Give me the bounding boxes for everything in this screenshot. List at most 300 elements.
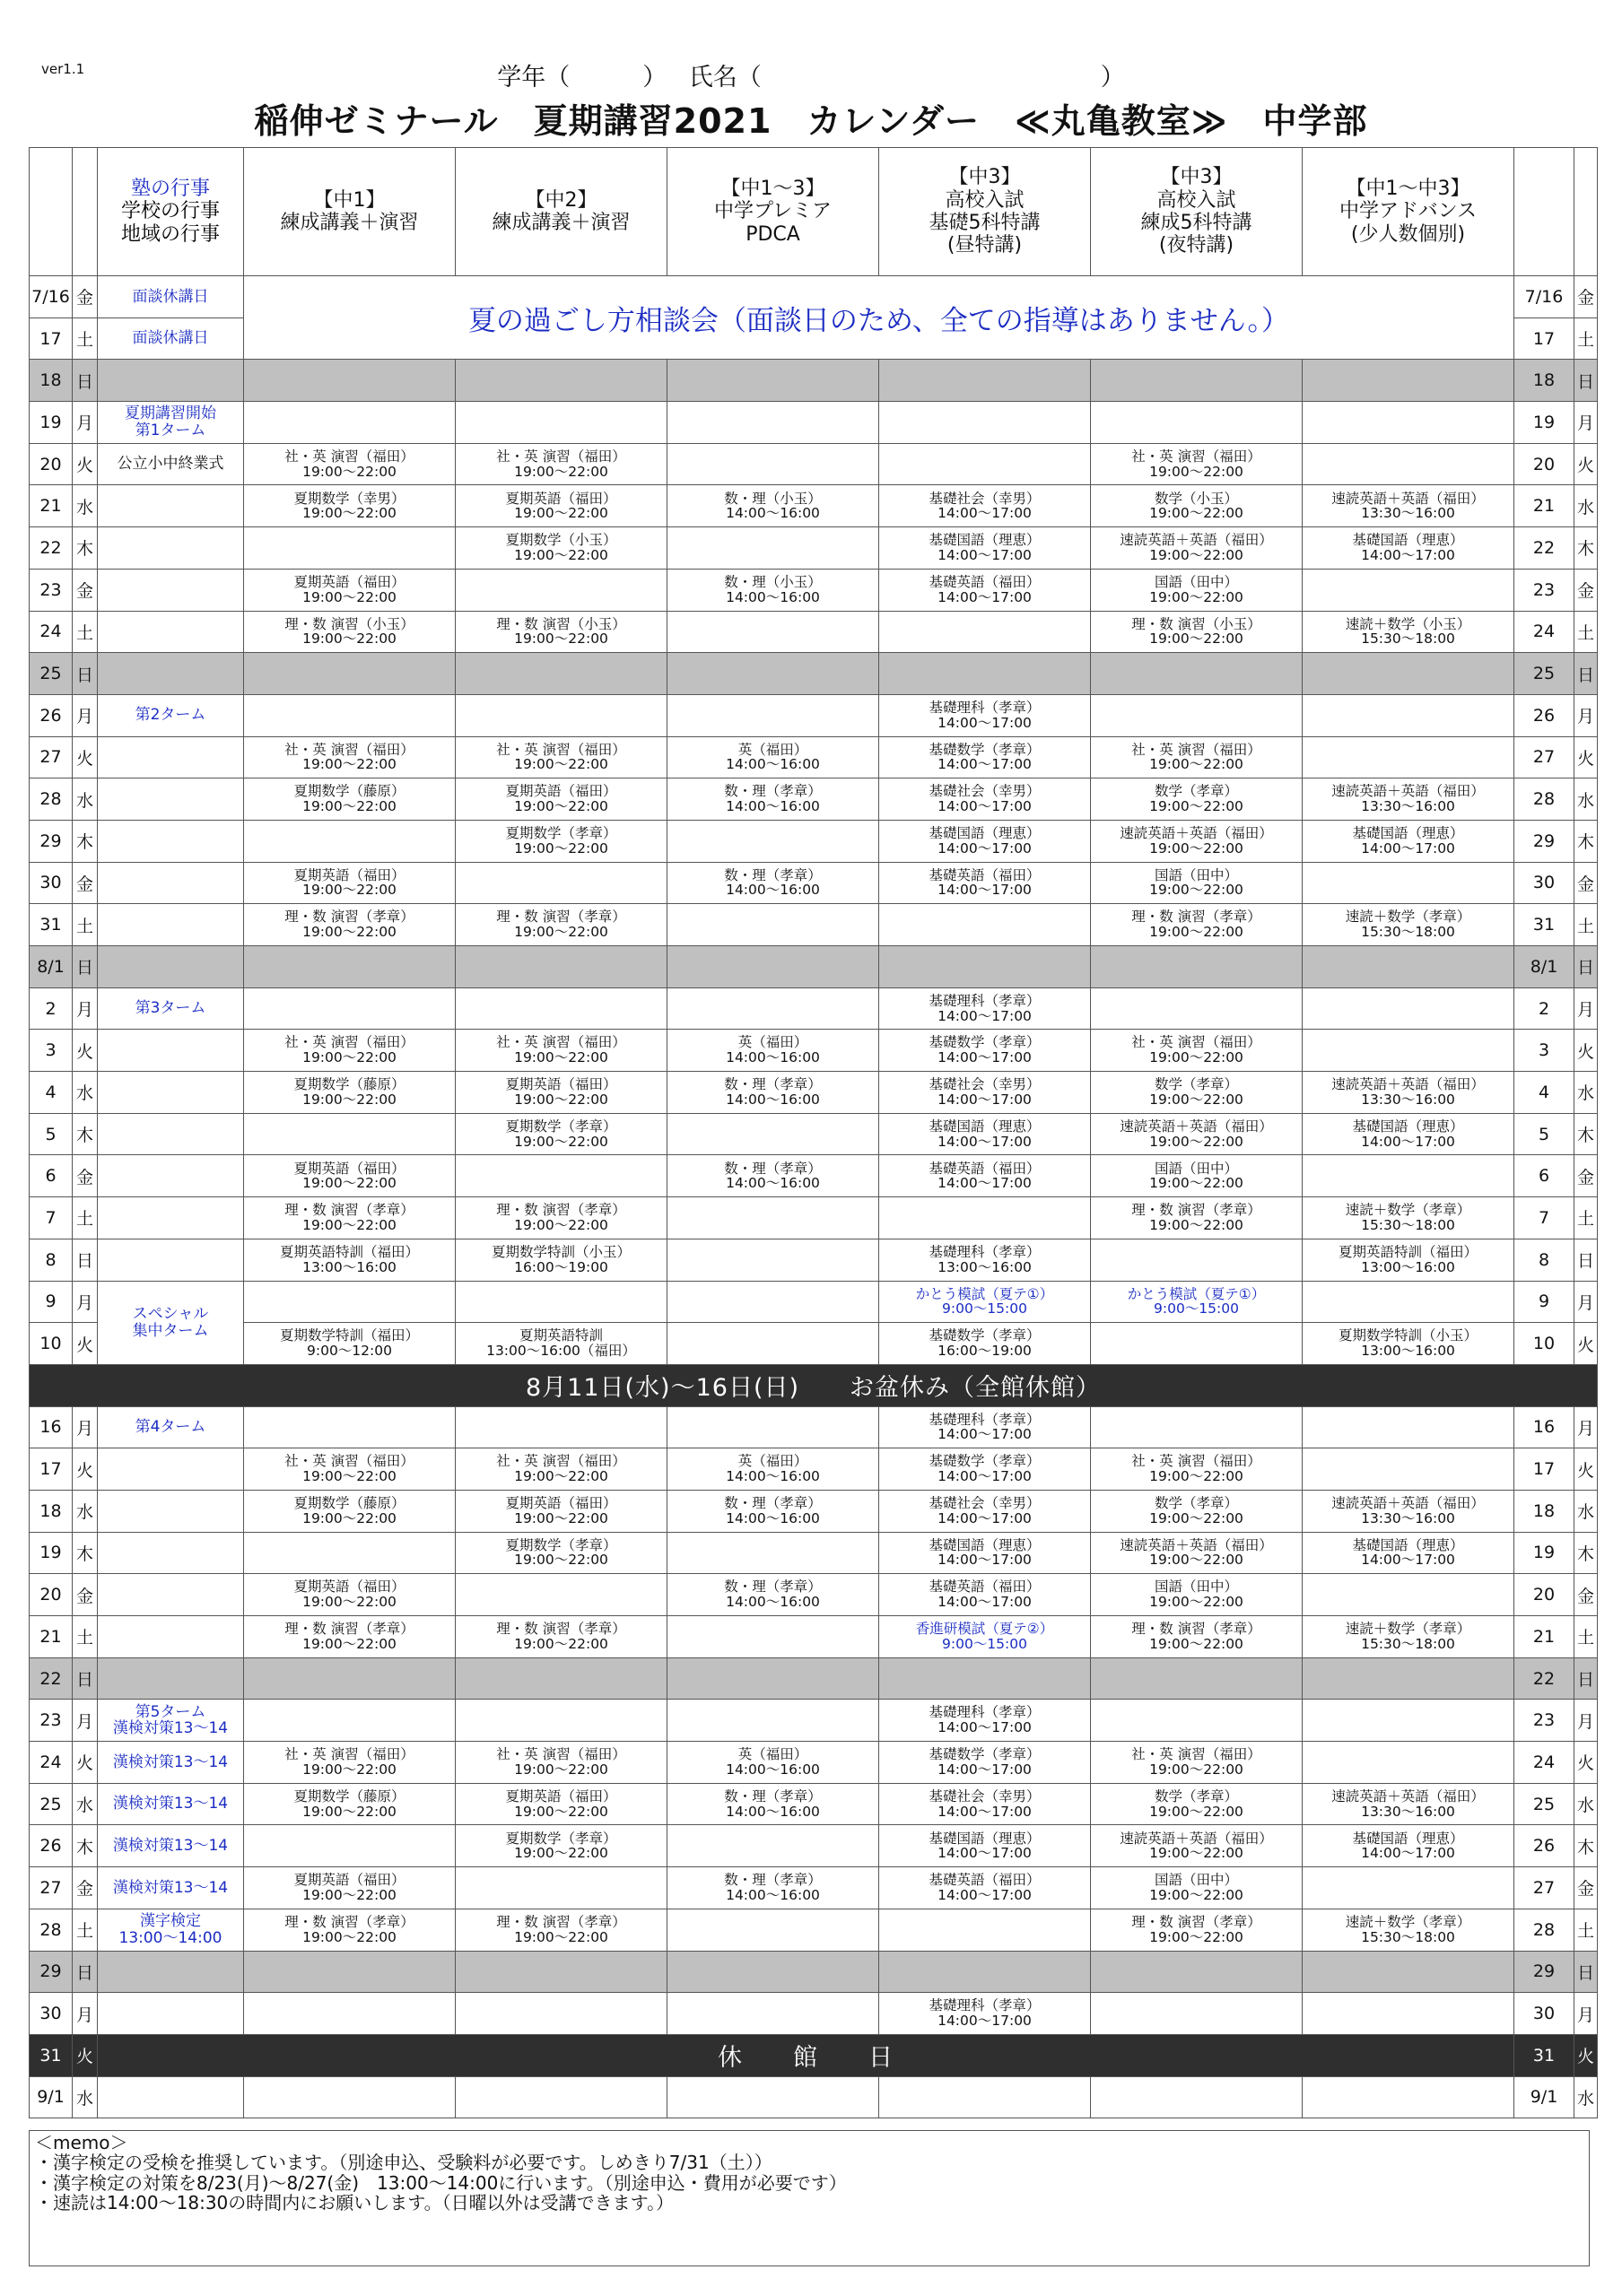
calendar-row — [30, 1197, 1598, 1239]
calendar-row — [30, 653, 1598, 695]
class-cell — [1303, 402, 1514, 444]
weekday-cell: 木 — [73, 820, 98, 862]
weekday-cell: 月 — [73, 1281, 98, 1323]
class-cell — [244, 1657, 456, 1700]
class-cell: 理・数 演習（小玉） 19:00～22:00 — [244, 611, 456, 653]
date-cell: 23 — [30, 1700, 73, 1742]
class-cell — [1303, 1406, 1514, 1448]
weekday-cell: 火 — [73, 443, 98, 485]
date-cell: 20 — [30, 443, 73, 485]
weekday-cell-right: 土 — [1574, 1197, 1598, 1239]
calendar-row — [30, 1700, 1598, 1742]
date-cell: 28 — [30, 778, 73, 821]
class-cell: 速読＋数学（孝章） 15:30～18:00 — [1303, 904, 1514, 946]
class-cell — [1303, 1030, 1514, 1072]
class-cell — [667, 1406, 879, 1448]
weekday-cell-right: 木 — [1574, 1532, 1598, 1574]
class-cell — [879, 2076, 1091, 2118]
header-col-2 — [456, 148, 667, 276]
class-cell: 数・理（孝章） 14:00～16:00 — [667, 862, 879, 904]
class-cell: 基礎国語（理恵） 14:00～17:00 — [1303, 1825, 1514, 1867]
event-cell — [98, 611, 244, 653]
class-cell: 夏期数学（小玉） 19:00～22:00 — [456, 527, 667, 570]
weekday-cell-right: 火 — [1574, 1448, 1598, 1491]
date-cell-right: 10 — [1514, 1323, 1574, 1365]
calendar-row — [30, 1825, 1598, 1867]
class-cell: 夏期数学（藤原） 19:00～22:00 — [244, 1072, 456, 1114]
class-cell: 社・英 演習（福田） 19:00～22:00 — [1091, 1030, 1303, 1072]
weekday-cell-right: 土 — [1574, 1909, 1598, 1951]
class-cell: 基礎国語（理恵） 14:00～17:00 — [879, 820, 1091, 862]
date-cell-right: 21 — [1514, 485, 1574, 527]
weekday-cell-right: 月 — [1574, 694, 1598, 736]
class-cell — [667, 694, 879, 736]
page-title: 稲伸ゼミナール 夏期講習2021 カレンダー ≪丸亀教室≫ 中学部 — [254, 101, 1368, 141]
class-cell — [1091, 2076, 1303, 2118]
date-cell: 7 — [30, 1197, 73, 1239]
header-line: 練成講義＋演習 — [280, 212, 419, 234]
date-cell: 30 — [30, 862, 73, 904]
class-cell — [1091, 1239, 1303, 1281]
class-cell: 社・英 演習（福田） 19:00～22:00 — [1091, 736, 1303, 778]
weekday-cell: 火 — [73, 1030, 98, 1072]
date-cell-right: 29 — [1514, 820, 1574, 862]
event-cell: 第5ターム 漢検対策13～14 — [98, 1700, 244, 1742]
weekday-cell: 木 — [73, 527, 98, 570]
weekday-cell: 火 — [73, 1448, 98, 1491]
class-cell: 基礎理科（孝章） 14:00～17:00 — [879, 987, 1091, 1030]
date-cell: 20 — [30, 1574, 73, 1616]
class-cell: 基礎理科（孝章） 13:00～16:00 — [879, 1239, 1091, 1281]
header-col-4 — [879, 148, 1091, 276]
class-cell — [456, 1155, 667, 1197]
class-cell — [1303, 2076, 1514, 2118]
calendar-table — [29, 147, 1598, 2118]
weekday-cell: 水 — [73, 485, 98, 527]
weekday-cell: 水 — [73, 2076, 98, 2118]
class-cell — [456, 1700, 667, 1742]
header-line: (少人数個別) — [1350, 222, 1466, 246]
class-cell: 速読英語＋英語（福田） 19:00～22:00 — [1091, 1825, 1303, 1867]
weekday-cell: 日 — [73, 653, 98, 695]
memo-line: ・速読は14:00～18:30の時間内にお願いします。（日曜以外は受講できます。） — [35, 2192, 675, 2214]
event-cell: 第3ターム — [98, 987, 244, 1030]
weekday-cell: 月 — [73, 1406, 98, 1448]
class-cell: 社・英 演習（福田） 19:00～22:00 — [456, 443, 667, 485]
class-cell: 夏期数学（孝章） 19:00～22:00 — [456, 1113, 667, 1155]
class-cell: 基礎社会（幸男） 14:00～17:00 — [879, 1490, 1091, 1532]
class-cell: 夏期英語特訓（福田） 13:00～16:00 — [1303, 1239, 1514, 1281]
weekday-cell-right: 土 — [1574, 611, 1598, 653]
class-cell: 速読英語＋英語（福田） 19:00～22:00 — [1091, 1113, 1303, 1155]
class-cell — [244, 527, 456, 570]
calendar-row — [30, 360, 1598, 402]
class-cell — [1303, 1448, 1514, 1491]
closed-day-band: 休 館 日 — [98, 2034, 1514, 2076]
calendar-row — [30, 1072, 1598, 1114]
name-field[interactable]: 氏名（ ） — [688, 64, 1125, 91]
class-cell: 社・英 演習（福田） 19:00～22:00 — [456, 1030, 667, 1072]
date-cell-right: 8 — [1514, 1239, 1574, 1281]
weekday-cell-right: 日 — [1574, 1951, 1598, 1993]
event-cell — [98, 653, 244, 695]
calendar-row — [30, 1239, 1598, 1281]
class-cell: 基礎社会（幸男） 14:00～17:00 — [879, 1072, 1091, 1114]
class-cell — [667, 2076, 879, 2118]
class-cell: 理・数 演習（小玉） 19:00～22:00 — [1091, 611, 1303, 653]
event-cell: 公立小中終業式 — [98, 443, 244, 485]
weekday-cell: 月 — [73, 987, 98, 1030]
class-cell: 数・理（小玉） 14:00～16:00 — [667, 569, 879, 611]
class-cell: 理・数 演習（孝章） 19:00～22:00 — [244, 1197, 456, 1239]
weekday-cell: 金 — [73, 276, 98, 318]
class-cell — [1091, 1700, 1303, 1742]
calendar-row — [30, 820, 1598, 862]
weekday-cell: 金 — [73, 1574, 98, 1616]
weekday-cell: 土 — [73, 904, 98, 946]
class-cell: 英（福田） 14:00～16:00 — [667, 1448, 879, 1491]
date-cell-right: 26 — [1514, 694, 1574, 736]
class-cell: 基礎英語（福田） 14:00～17:00 — [879, 1574, 1091, 1616]
class-cell: 速読英語＋英語（福田） 19:00～22:00 — [1091, 527, 1303, 570]
class-cell: 数・理（小玉） 14:00～16:00 — [667, 485, 879, 527]
class-cell: 夏期英語（福田） 19:00～22:00 — [456, 1783, 667, 1825]
date-cell: 21 — [30, 1616, 73, 1658]
class-cell — [1303, 987, 1514, 1030]
weekday-cell: 月 — [73, 694, 98, 736]
weekday-cell-right: 火 — [1574, 2034, 1598, 2076]
class-cell — [667, 946, 879, 988]
class-cell — [456, 402, 667, 444]
date-cell: 4 — [30, 1072, 73, 1114]
class-cell: 英（福田） 14:00～16:00 — [667, 736, 879, 778]
class-cell: 速読＋数学（孝章） 15:30～18:00 — [1303, 1197, 1514, 1239]
event-cell: 第2ターム — [98, 694, 244, 736]
header-line: 高校入試 — [1156, 188, 1236, 212]
class-cell — [1303, 862, 1514, 904]
weekday-cell-right: 土 — [1574, 904, 1598, 946]
header-line: 基礎5科特講 — [929, 212, 1041, 234]
date-cell-right: 24 — [1514, 611, 1574, 653]
class-cell: 基礎国語（理恵） 14:00～17:00 — [879, 1532, 1091, 1574]
obon-holiday-band: 8月11日(水)～16日(日) お盆休み（全館休館） — [30, 1364, 1598, 1406]
class-cell — [667, 1532, 879, 1574]
date-cell-right: 25 — [1514, 653, 1574, 695]
class-cell: 基礎英語（福田） 14:00～17:00 — [879, 1155, 1091, 1197]
weekday-cell: 火 — [73, 2034, 98, 2076]
class-cell: 社・英 演習（福田） 19:00～22:00 — [1091, 443, 1303, 485]
calendar-row — [30, 1574, 1598, 1616]
class-cell — [456, 653, 667, 695]
event-cell — [98, 862, 244, 904]
class-cell: 英（福田） 14:00～16:00 — [667, 1742, 879, 1784]
class-cell: 夏期英語（福田） 19:00～22:00 — [244, 569, 456, 611]
date-cell: 16 — [30, 1406, 73, 1448]
class-cell: 基礎英語（福田） 14:00～17:00 — [879, 569, 1091, 611]
calendar-row — [30, 1657, 1598, 1700]
date-cell-right: 30 — [1514, 862, 1574, 904]
class-cell: 基礎理科（孝章） 14:00～17:00 — [879, 1406, 1091, 1448]
date-cell: 23 — [30, 569, 73, 611]
date-cell-right: 18 — [1514, 1490, 1574, 1532]
weekday-cell-right: 日 — [1574, 946, 1598, 988]
class-cell — [1303, 736, 1514, 778]
date-cell-right: 21 — [1514, 1616, 1574, 1658]
weekday-cell-right: 水 — [1574, 1490, 1598, 1532]
class-cell — [1091, 1657, 1303, 1700]
header-line: 【中1～3】 — [720, 178, 825, 201]
class-cell: 夏期数学（藤原） 19:00～22:00 — [244, 1783, 456, 1825]
class-cell — [1303, 653, 1514, 695]
class-cell — [1303, 1574, 1514, 1616]
class-cell — [1303, 1993, 1514, 2035]
date-cell: 24 — [30, 611, 73, 653]
date-cell-right: 27 — [1514, 736, 1574, 778]
class-cell: 基礎英語（福田） 14:00～17:00 — [879, 862, 1091, 904]
class-cell — [667, 1657, 879, 1700]
class-cell: 基礎理科（孝章） 14:00～17:00 — [879, 1993, 1091, 2035]
class-cell — [879, 653, 1091, 695]
weekday-cell: 日 — [73, 360, 98, 402]
header-date — [30, 148, 73, 276]
calendar-row — [30, 862, 1598, 904]
calendar-row — [30, 2076, 1598, 2118]
consultation-notice: 夏の過ごし方相談会（面談日のため、全ての指導はありません。） — [244, 276, 1514, 360]
weekday-cell: 月 — [73, 402, 98, 444]
class-cell: 国語（田中） 19:00～22:00 — [1091, 862, 1303, 904]
weekday-cell: 日 — [73, 1951, 98, 1993]
class-cell — [244, 1951, 456, 1993]
class-cell: 夏期数学（藤原） 19:00～22:00 — [244, 778, 456, 821]
weekday-cell-right: 火 — [1574, 1323, 1598, 1365]
class-cell — [456, 1993, 667, 2035]
weekday-cell-right: 水 — [1574, 1783, 1598, 1825]
event-cell — [98, 1657, 244, 1700]
class-cell: 夏期数学特訓（福田） 9:00～12:00 — [244, 1323, 456, 1365]
class-cell: 夏期数学特訓（小玉） 13:00～16:00 — [1303, 1323, 1514, 1365]
event-cell — [98, 820, 244, 862]
weekday-cell-right: 火 — [1574, 1742, 1598, 1784]
event-cell — [98, 2076, 244, 2118]
weekday-cell-right: 水 — [1574, 485, 1598, 527]
weekday-cell-right: 木 — [1574, 1113, 1598, 1155]
header-row — [30, 148, 1598, 276]
class-cell — [456, 1657, 667, 1700]
class-cell — [879, 443, 1091, 485]
weekday-cell: 金 — [73, 1155, 98, 1197]
date-cell-right: 27 — [1514, 1867, 1574, 1909]
weekday-cell: 火 — [73, 736, 98, 778]
class-cell: 数学（孝章） 19:00～22:00 — [1091, 1072, 1303, 1114]
weekday-cell: 水 — [73, 1783, 98, 1825]
calendar-row — [30, 611, 1598, 653]
event-cell: 漢検対策13～14 — [98, 1742, 244, 1784]
class-cell — [879, 1951, 1091, 1993]
grade-field[interactable]: 学年（ ） — [497, 64, 667, 91]
class-cell: 理・数 演習（孝章） 19:00～22:00 — [456, 1909, 667, 1951]
calendar-row — [30, 1993, 1598, 2035]
class-cell: 数・理（孝章） 14:00～16:00 — [667, 778, 879, 821]
class-cell: 速読英語＋英語（福田） 13:30～16:00 — [1303, 1490, 1514, 1532]
class-cell: 夏期数学（孝章） 19:00～22:00 — [456, 820, 667, 862]
date-cell-right: 4 — [1514, 1072, 1574, 1114]
class-cell: 速読英語＋英語（福田） 13:30～16:00 — [1303, 1072, 1514, 1114]
date-cell: 19 — [30, 402, 73, 444]
header-line: (昼特講) — [946, 234, 1023, 257]
class-cell: 理・数 演習（孝章） 19:00～22:00 — [456, 1197, 667, 1239]
header-line: 【中2】 — [525, 188, 597, 212]
event-cell — [98, 527, 244, 570]
date-cell: 5 — [30, 1113, 73, 1155]
class-cell — [1091, 653, 1303, 695]
date-cell: 26 — [30, 694, 73, 736]
header-line: 練成5科特講 — [1140, 212, 1252, 234]
class-cell — [244, 402, 456, 444]
class-cell: 基礎数学（孝章） 14:00～17:00 — [879, 1448, 1091, 1491]
date-cell: 22 — [30, 527, 73, 570]
date-cell-right: 22 — [1514, 1657, 1574, 1700]
class-cell — [667, 1323, 879, 1365]
class-cell — [456, 2076, 667, 2118]
class-cell: 社・英 演習（福田） 19:00～22:00 — [244, 1448, 456, 1491]
event-cell — [98, 1448, 244, 1491]
class-cell: 夏期英語（福田） 19:00～22:00 — [244, 1574, 456, 1616]
weekday-cell-right: 日 — [1574, 653, 1598, 695]
class-cell: 理・数 演習（孝章） 19:00～22:00 — [456, 904, 667, 946]
class-cell — [667, 1993, 879, 2035]
event-cell — [98, 1113, 244, 1155]
date-cell-right: 25 — [1514, 1783, 1574, 1825]
header-line: 練成講義＋演習 — [492, 212, 631, 234]
event-cell: 漢字検定 13:00～14:00 — [98, 1909, 244, 1951]
class-cell — [667, 820, 879, 862]
class-cell: 数・理（孝章） 14:00～16:00 — [667, 1155, 879, 1197]
class-cell — [1303, 569, 1514, 611]
date-cell: 27 — [30, 1867, 73, 1909]
event-cell — [98, 946, 244, 988]
calendar-row — [30, 1030, 1598, 1072]
class-cell: 基礎数学（孝章） 14:00～17:00 — [879, 736, 1091, 778]
memo-line: ＜memo＞ — [35, 2132, 128, 2153]
class-cell — [667, 653, 879, 695]
header-line: (夜特講) — [1158, 234, 1234, 257]
class-cell — [456, 862, 667, 904]
class-cell — [667, 402, 879, 444]
class-cell: 社・英 演習（福田） 19:00～22:00 — [456, 1742, 667, 1784]
class-cell: 社・英 演習（福田） 19:00～22:00 — [1091, 1742, 1303, 1784]
calendar-row — [30, 694, 1598, 736]
date-cell-right: 9/1 — [1514, 2076, 1574, 2118]
class-cell: 速読＋数学（小玉） 15:30～18:00 — [1303, 611, 1514, 653]
obon-band-row — [30, 1364, 1598, 1406]
class-cell — [244, 694, 456, 736]
class-cell: 夏期英語（福田） 19:00～22:00 — [456, 778, 667, 821]
class-cell — [1091, 402, 1303, 444]
weekday-cell: 土 — [73, 317, 98, 360]
header-events — [98, 148, 244, 276]
class-cell: 基礎国語（理恵） 14:00～17:00 — [1303, 1113, 1514, 1155]
class-cell — [1303, 1155, 1514, 1197]
class-cell: 国語（田中） 19:00～22:00 — [1091, 569, 1303, 611]
calendar-row — [30, 1490, 1598, 1532]
weekday-cell-right: 月 — [1574, 1700, 1598, 1742]
date-cell-right: 7/16 — [1514, 276, 1574, 318]
version-label: ver1.1 — [41, 61, 85, 77]
calendar-row — [30, 569, 1598, 611]
weekday-cell: 日 — [73, 1657, 98, 1700]
calendar-row — [30, 1113, 1598, 1155]
class-cell: 国語（田中） 19:00～22:00 — [1091, 1867, 1303, 1909]
class-cell — [1303, 1951, 1514, 1993]
class-cell — [667, 527, 879, 570]
class-cell: 国語（田中） 19:00～22:00 — [1091, 1155, 1303, 1197]
class-cell — [1303, 946, 1514, 988]
class-cell — [1303, 1657, 1514, 1700]
class-cell — [456, 569, 667, 611]
class-cell: 夏期英語（福田） 19:00～22:00 — [456, 485, 667, 527]
class-cell: 夏期数学（孝章） 19:00～22:00 — [456, 1825, 667, 1867]
class-cell: 数学（孝章） 19:00～22:00 — [1091, 778, 1303, 821]
class-cell — [879, 611, 1091, 653]
header-line: 【中1】 — [313, 188, 386, 212]
event-cell: 漢検対策13～14 — [98, 1783, 244, 1825]
header-events-line: 地域の行事 — [120, 222, 220, 246]
event-cell: 面談休講日 — [98, 276, 244, 318]
class-cell: 理・数 演習（孝章） 19:00～22:00 — [1091, 1909, 1303, 1951]
calendar-row — [30, 1742, 1598, 1784]
class-cell — [244, 653, 456, 695]
weekday-cell: 木 — [73, 1532, 98, 1574]
class-cell: 数・理（孝章） 14:00～16:00 — [667, 1490, 879, 1532]
class-cell: 基礎国語（理恵） 14:00～17:00 — [879, 527, 1091, 570]
class-cell: 社・英 演習（福田） 19:00～22:00 — [456, 736, 667, 778]
date-cell: 8/1 — [30, 946, 73, 988]
memo-box — [29, 2130, 1590, 2266]
class-cell: 社・英 演習（福田） 19:00～22:00 — [244, 443, 456, 485]
class-cell — [244, 1406, 456, 1448]
weekday-cell-right: 金 — [1574, 862, 1598, 904]
header-weekday-right — [1574, 148, 1598, 276]
header-events-line: 塾の行事 — [130, 178, 210, 201]
header-line: 【中1～中3】 — [1346, 178, 1470, 201]
class-cell — [1091, 1323, 1303, 1365]
class-cell: 夏期英語特訓（福田） 13:00～16:00 — [244, 1239, 456, 1281]
class-cell — [1303, 443, 1514, 485]
class-cell: 国語（田中） 19:00～22:00 — [1091, 1574, 1303, 1616]
class-cell: 英（福田） 14:00～16:00 — [667, 1030, 879, 1072]
date-cell: 9/1 — [30, 2076, 73, 2118]
weekday-cell: 火 — [73, 1323, 98, 1365]
event-cell — [98, 1951, 244, 1993]
date-cell: 18 — [30, 360, 73, 402]
class-cell — [1091, 694, 1303, 736]
date-cell: 19 — [30, 1532, 73, 1574]
weekday-cell-right: 木 — [1574, 1825, 1598, 1867]
weekday-cell: 金 — [73, 862, 98, 904]
class-cell — [456, 1951, 667, 1993]
date-cell-right: 17 — [1514, 317, 1574, 360]
weekday-cell-right: 日 — [1574, 1657, 1598, 1700]
class-cell: 理・数 演習（孝章） 19:00～22:00 — [244, 904, 456, 946]
date-cell: 29 — [30, 1951, 73, 1993]
class-cell: 速読英語＋英語（福田） 13:30～16:00 — [1303, 1783, 1514, 1825]
class-cell — [1303, 1742, 1514, 1784]
date-cell: 8 — [30, 1239, 73, 1281]
class-cell — [244, 1113, 456, 1155]
weekday-cell: 水 — [73, 1072, 98, 1114]
class-cell — [667, 1239, 879, 1281]
date-cell: 9 — [30, 1281, 73, 1323]
